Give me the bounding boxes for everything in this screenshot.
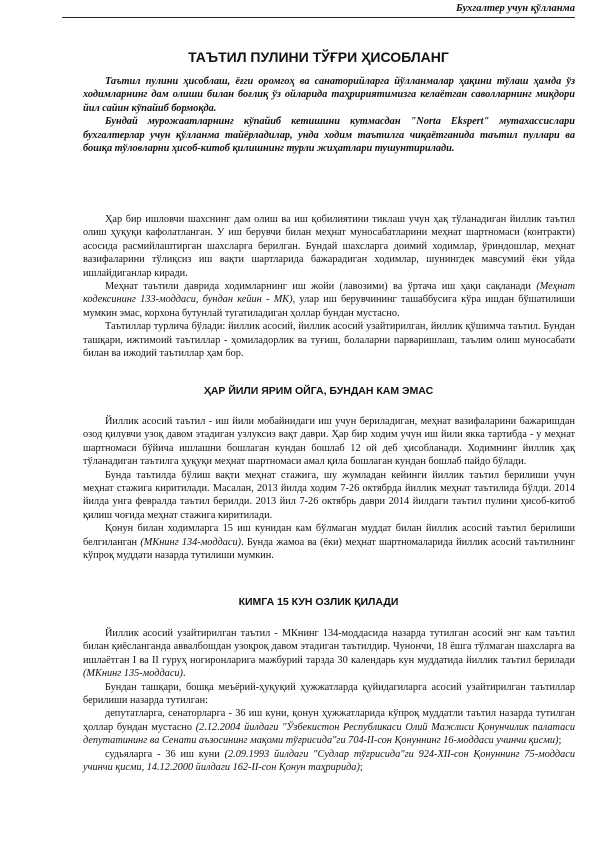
body-paragraph (83, 748, 575, 775)
body-paragraph (83, 280, 575, 320)
page-title: ТАЪТИЛ ПУЛИНИ ТЎҒРИ ҲИСОБЛАНГ (188, 49, 449, 65)
body-text: Қонун билан ходимларга 15 иш кунидан кам бўлмаган муддат билан йиллик асосий таътил берилиши белгиланган (83, 523, 575, 548)
section-heading: КИМГА 15 КУН ОЗЛИК ҚИЛАДИ (238, 596, 399, 608)
section-3 (83, 627, 575, 774)
body-text: ; (359, 762, 363, 774)
body-paragraph (83, 522, 575, 562)
section-2 (83, 415, 575, 562)
legal-reference: (МКнинг 134-моддаси) (140, 536, 242, 548)
body-paragraph (83, 707, 575, 747)
body-text: судьяларга - 36 иш куни (105, 748, 220, 760)
legal-reference: (2.09.1993 йилдаги "Судлар тўғрисида"ги 924-XII-сон Қонуннинг 75-моддаси учинчи қисми, 14.12.2000 йилдаги 162-II-сон Қонун таҳририда) (83, 748, 575, 774)
body-paragraph: Йиллик асосий таътил - иш йили мобайнидаги иш учун бериладиган, меҳнат вазифаларини бажаришдан озод қилувчи узоқ давом этадиган узлуксиз вақт даври. Ҳар бир ходим учун иш йили якка тартибда - у меҳнат шартномаси бўйича ишлашни бошлаган кундан бошлаб 12 ой деб ҳисобланади. Ходимнинг йиллик ҳақ тўланадиган таътилга ҳуқуқи меҳнат шартномаси амал қила бошлаган кундан бошлаб пайдо бўлади. (83, 416, 575, 468)
body-text: Меҳнат таътили даврида ходимларнинг иш жойи (лавозими) ва ўртача иш ҳақи сақланади (105, 281, 531, 293)
body-text: . Бунда жамоа ва (ёки) меҳнат шартномаларида йиллик асосий таътилнинг кўпроқ муддати назарда тутилиши мумкин. (83, 536, 575, 562)
body-text: . (182, 668, 186, 680)
section-1 (83, 213, 575, 360)
running-header: Бухгалтер учун қўлланма (456, 3, 575, 14)
body-text: депутатларга, сенаторларга - 36 иш куни, қонун ҳужжатларида кўпроқ муддатли таътил назарда тутилган ҳоллар бундан мустасно (83, 708, 575, 733)
legal-reference: (2.12.2004 йилдаги "Ўзбекистон Республикаси Олий Мажлиси Қонунчилик палатаси депутатининг ва Сенати аъзосининг мақоми тўғрисида"ги 704-II-сон Қонуннинг 16-моддаси учинчи қисми) (83, 721, 575, 747)
body-text: ; (558, 735, 562, 747)
body-paragraph: Ҳар бир ишловчи шахснинг дам олиш ва иш қобилиятини тиклаш учун ҳақ тўланадиган йиллик таътил олиш ҳуқуқи кафолатланган. У иш берувчи билан меҳнат муносабатларини меҳнат шартномаси (контракти) асосида расмийлаштирган шахсларга берилган. Бундай шахсларга доимий ходимлар, ўриндошлар, меҳнат вазифаларини тўлиқсиз иш вақти шартларида бажарадиган ходимлар, шунингдек мавсумий ёки уйда ишлайдиганлар киради. (83, 214, 575, 279)
legal-reference: (Меҳнат кодексининг 133-моддаси, бундан кейин - МК) (83, 281, 576, 306)
body-paragraph: Бунда таътилда бўлиш вақти меҳнат стажига, шу жумладан кейинги йиллик таътил берилиши учун меҳнат стажига киритилади. Масалан, 2013 йилда ходим 7-26 октябрда йиллик меҳнат таътилида бўлди. 2014 йилда унга февралда таътил берилди. 2013 йил 7-26 октябрь даври 2014 йилдаги таътил пулини ҳисоб-китоб қилиш чоғида меҳнат стажига киритилади. (83, 469, 575, 521)
intro-paragraph: Бундай мурожаатларнинг кўпайиб кетишини кутмасдан "Norta Ekspert" мутахассислари бухгалтерлар учун қўлланма тайёрладилар, унда ходим таътилга чиқаётганида таътил пуллари ва бошқа тўловларни ҳисоб-китоб қилишнинг турли жиҳатлари тушунтирилади. (83, 116, 575, 155)
body-paragraph: Таътиллар турлича бўлади: йиллик асосий, йиллик асосий узайтирилган, йиллик қўшимча таътил. Бундан ташқари, ижтимоий таътиллар - ҳомиладорлик ва туғиш, болаларни парваришлаш, таълим олиш муносабати билан ва ижодий таътиллар ҳам бор. (83, 321, 575, 360)
body-text: Йиллик асосий узайтирилган таътил - МКнинг 134-моддасида назарда тутилган асосий энг кам таътил билан қиёсланганда аввалбошдан узоқроқ давом этадиган таътилдир. Чунончи, 18 ёшга тўлмаган шахсларга ва ишлаётган I ва II гуруҳ ногиронларига мажбурий тарзда 30 календарь кун муддатида йиллик таътил берилади (83, 628, 575, 666)
intro-block (83, 75, 575, 155)
section-heading: ҲАР ЙИЛИ ЯРИМ ОЙГА, БУНДАН КАМ ЭМАС (203, 385, 434, 397)
body-paragraph: Бундан ташқари, бошқа меъёрий-ҳуқуқий ҳужжатларда қуйидагиларга асосий узайтирилган таътиллар берилиши назарда тутилган: (83, 681, 575, 707)
header-divider (62, 17, 575, 18)
body-paragraph (83, 627, 575, 681)
legal-reference: (МКнинг 135-моддаси) (83, 668, 183, 680)
intro-paragraph: Таътил пулини ҳисоблаш, ёғги оромгоҳ ва санаторийларга йўлланмалар ҳақини тўлаш ҳамда ўз ходимларнинг дам олиши билан боғлиқ ўз ойларида таҳририятимизга келаётган саволларнинг миқдори йил сайин кўпайиб бормоқда. (83, 76, 575, 114)
body-text: , улар иш берувчининг ташаббусига кўра ишдан бўшатилиши мумкин эмас, корхона бутунлай тугатиладиган ҳоллар бундан мустасно. (83, 294, 575, 319)
